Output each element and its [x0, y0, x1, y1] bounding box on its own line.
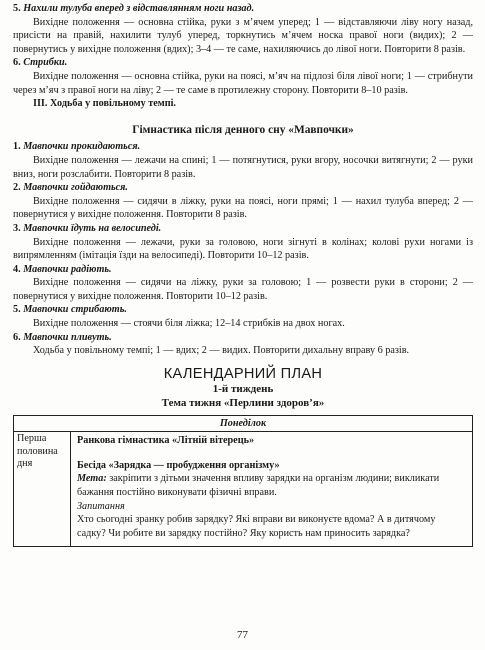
gymnastics-item-heading	[13, 140, 473, 154]
item-title: Мавпочки прокидаються.	[23, 141, 141, 153]
exercise-heading	[13, 56, 473, 70]
item-number: 3.	[13, 222, 21, 234]
gymnastics-item-heading	[13, 222, 473, 236]
item-number: 1.	[13, 141, 21, 153]
exercise-number: 5.	[13, 3, 21, 14]
item-title: Мавпочки стрибають.	[23, 304, 127, 316]
gymnastics-item	[13, 222, 473, 263]
item-number: 2.	[13, 182, 21, 194]
item-number: 5.	[13, 304, 21, 316]
item-number: 4.	[13, 263, 21, 275]
exercise-number: 6.	[13, 57, 21, 69]
item-title: Мавпочки їдуть на велосипеді.	[23, 222, 162, 234]
gymnastics-item-heading	[13, 181, 473, 195]
table-row	[14, 432, 473, 547]
calendar-table	[13, 415, 473, 548]
page-number: 77	[237, 629, 248, 641]
gymnastics-item-text: Вихідне положення — лежачи на спині; 1 — потягнутися, руки вгору, носочки витягнути; 2 — руки вниз, ноги розслабити. Повторити 8 разів.	[13, 154, 473, 180]
item-title: Мавпочки радіють.	[23, 263, 112, 275]
goal-text: закріпити з дітьми значення впливу зарядки на організм людини; викликати бажання постійно виконувати фізичні вправи.	[77, 473, 440, 498]
talk-title: Бесіда «Зарядка — пробудження організму»	[77, 459, 280, 471]
gymnastics-item	[13, 263, 473, 304]
gymnastics-item-text: Вихідне положення — сидячи на ліжку, руки за головою; 1 — розвести руки в сторони; 2 — повернутися у вихідне положення. Повторити 10–12 разів.	[13, 277, 473, 302]
item-number: 6.	[13, 331, 21, 343]
period-cell: Перша половина дня	[14, 432, 71, 547]
gymnastics-item	[13, 303, 473, 330]
gymnastics-item-text: Вихідне положення — лежачи, руки за головою, ноги зігнуті в колінах; колові рухи ногами із випрямленням (імітація їзди на велосипеді). Повторити 10–12 разів.	[13, 236, 473, 262]
item-title: Мавпочки пливуть.	[23, 331, 112, 343]
exercise-heading	[13, 2, 473, 16]
exercise-title: Стрибки.	[23, 57, 68, 69]
gymnastics-item-heading	[13, 331, 473, 345]
gymnastics-list	[13, 140, 473, 358]
questions-label: Запитання	[77, 500, 125, 512]
day-header: Понеділок	[14, 415, 473, 432]
gymnastics-item-text: Вихідне положення — сидячи в ліжку, руки на поясі, ноги прямі; 1 — нахил тулуба вперед; 2 — повернутися у вихідне положення. Повторити 8 разів.	[13, 195, 473, 221]
gymnastics-item-heading	[13, 263, 473, 277]
gymnastics-item-text: Вихідне положення — стоячи біля ліжка; 12–14 стрибків на двох ногах.	[33, 318, 345, 330]
goal-paragraph	[77, 472, 466, 499]
gymnastics-item-heading	[13, 303, 473, 317]
goal-label: Мета:	[77, 473, 107, 485]
gymnastics-title: Гімнастика після денного сну «Мавпочки»	[132, 123, 354, 136]
exercise-text: Вихідне положення — основна стійка, руки на поясі, м’яч на підлозі біля лівої ноги; 1 — стрибнути через м’яч з правої ноги на ліву; 2 — те саме в протилежну сторону. Повторити 8–10 разів.	[13, 70, 473, 96]
week-label: 1-й тиждень	[212, 383, 274, 396]
gymnastics-item	[13, 140, 473, 181]
spacer	[77, 448, 466, 459]
exercise-title: Нахили тулуба вперед з відставлянням ноги назад.	[23, 3, 255, 14]
activities-cell	[71, 432, 473, 547]
morning-gymnastics: Ранкова гімнастика «Літній вітерець»	[77, 435, 255, 447]
questions-text: Хто сьогодні зранку робив зарядку? Які вправи ви виконуєте вдома? А в дитячому садку? Чи робите ви зарядку постійно? Яку користь нам приносить зарядка?	[77, 514, 436, 539]
gymnastics-item	[13, 331, 473, 358]
exercise-text: Вихідне положення — основна стійка, руки з м’ячем уперед; 1 — відставляючи ліву ногу назад, присісти на правій, нахилити тулуб уперед, торкнутись м’ячем носка правої ноги (видих); 2 — повернутись у вихідне положення (вдих); 3–4 — те саме, нахиляючись до лівої ноги. Повторити 8 разів.	[13, 16, 473, 55]
calendar-plan-title: КАЛЕНДАРНИЙ ПЛАН	[163, 365, 323, 382]
table-row	[14, 415, 473, 432]
page-content	[13, 2, 473, 547]
gymnastics-item-text: Ходьба у повільному темпі; 1 — вдих; 2 — видих. Повторити дихальну вправу 6 разів.	[33, 345, 410, 357]
item-title: Мавпочки гойдаються.	[23, 182, 128, 194]
gymnastics-item	[13, 181, 473, 222]
part-three-heading: III. Ходьба у повільному темпі.	[33, 98, 176, 110]
week-theme: Тема тижня «Перлини здоров’я»	[161, 397, 325, 410]
